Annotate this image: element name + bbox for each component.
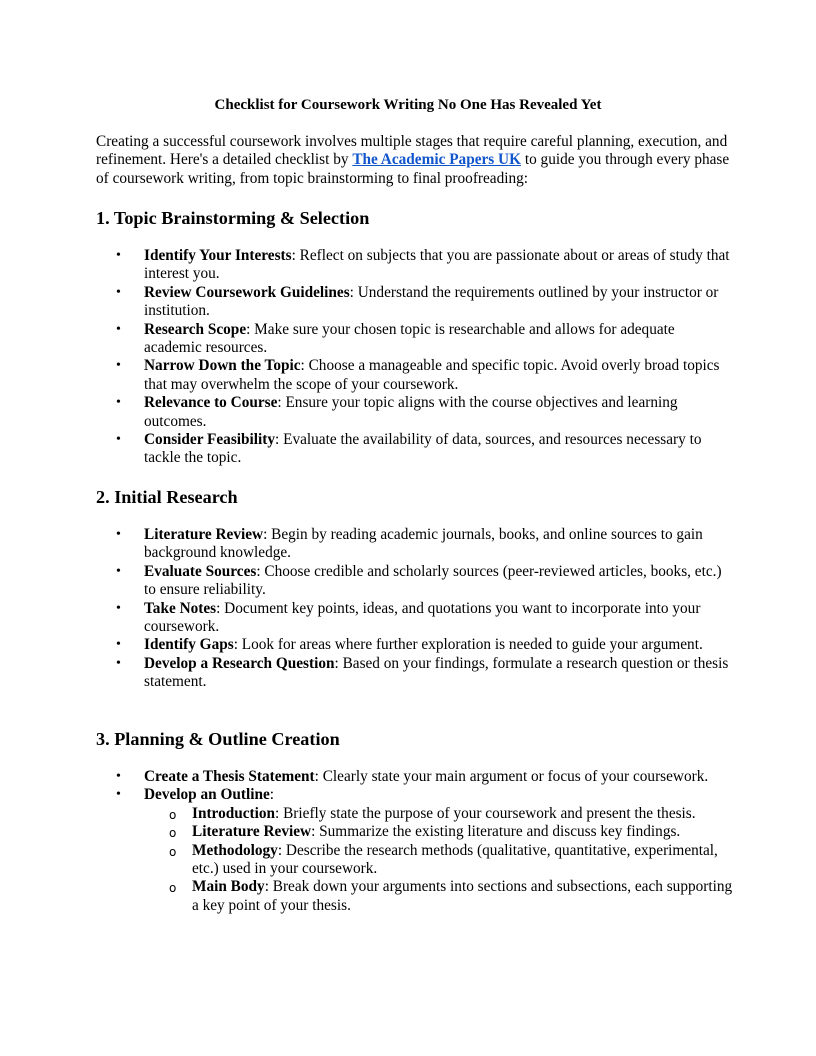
section-heading-topic-brainstorming: 1. Topic Brainstorming & Selection	[96, 208, 370, 228]
item-term: Develop a Research Question	[144, 654, 335, 672]
bullet-icon: •	[116, 637, 121, 653]
item-term: Introduction	[192, 804, 276, 822]
item-term: Create a Thesis Statement	[144, 768, 315, 785]
bullet-icon: •	[116, 527, 121, 542]
item-text: :	[269, 786, 275, 804]
item-term: Relevance to Course	[144, 394, 278, 412]
item-term: Review Coursework Guidelines	[144, 283, 350, 301]
bullet-icon: •	[116, 321, 121, 337]
list-item	[96, 357, 736, 394]
list-item	[96, 636, 736, 654]
hollow-bullet-icon: o	[169, 881, 177, 896]
list-item	[96, 655, 736, 692]
item-term: Identify Your Interests	[144, 247, 292, 264]
item-term: Research Scope	[144, 320, 247, 338]
academic-papers-link[interactable]: The Academic Papers UK	[352, 151, 521, 169]
hollow-bullet-icon: o	[169, 826, 177, 841]
sub-list-item	[144, 842, 736, 879]
document-title: Checklist for Coursework Writing No One Has Revealed Yet	[214, 97, 602, 113]
hollow-bullet-icon: o	[169, 844, 177, 859]
list-item	[96, 284, 736, 321]
item-text: : Understand the requirements outlined by your instructor or institution.	[144, 283, 719, 320]
list-item	[96, 526, 736, 563]
item-term: Main Body	[192, 878, 265, 896]
section-heading-initial-research: 2. Initial Research	[96, 487, 238, 507]
item-term: Literature Review	[144, 526, 264, 543]
list-item	[96, 431, 736, 468]
initial-research-list	[96, 526, 736, 692]
item-text: : Begin by reading academic journals, books, and online sources to gain background knowledge.	[144, 526, 703, 562]
item-term: Take Notes	[144, 599, 217, 617]
bullet-icon: •	[116, 395, 121, 411]
item-text: : Based on your findings, formulate a research question or thesis statement.	[144, 654, 729, 691]
bullet-icon: •	[116, 432, 121, 448]
item-term: Methodology	[192, 841, 278, 859]
sub-list-item	[144, 823, 736, 841]
item-text: : Briefly state the purpose of your coursework and present the thesis.	[275, 804, 696, 822]
bullet-icon: •	[116, 358, 121, 374]
list-item	[96, 321, 736, 358]
topic-brainstorming-list	[96, 247, 736, 468]
bullet-icon: •	[116, 563, 121, 579]
item-term: Develop an Outline	[144, 786, 270, 804]
list-item	[96, 768, 736, 786]
outline-sublist	[144, 805, 736, 915]
item-text: : Evaluate the availability of data, sources, and resources necessary to tackle the topic.	[144, 431, 702, 467]
item-text: : Ensure your topic aligns with the course objectives and learning outcomes.	[144, 394, 678, 430]
item-text: : Choose a manageable and specific topic. Avoid overly broad topics that may overwhelm the scope of your coursework.	[144, 357, 720, 393]
planning-outline-list	[96, 768, 736, 915]
bullet-icon: •	[116, 769, 121, 784]
item-term: Evaluate Sources	[144, 562, 257, 580]
list-item	[96, 394, 736, 431]
item-text: : Look for areas where further exploration is needed to guide your argument.	[233, 636, 703, 654]
item-term: Identify Gaps	[144, 636, 234, 654]
bullet-icon: •	[116, 284, 121, 300]
item-text: : Summarize the existing literature and discuss key findings.	[311, 823, 681, 841]
bullet-icon: •	[116, 248, 121, 263]
item-text: : Document key points, ideas, and quotations you want to incorporate into your coursework.	[144, 599, 701, 636]
item-text: : Make sure your chosen topic is researchable and allows for adequate academic resources.	[144, 320, 675, 357]
intro-text-before: Creating a successful coursework involves multiple stages that require careful planning, execution, and refinement. Here's a detailed checklist by	[96, 133, 728, 169]
item-text: : Break down your arguments into sections and subsections, each supporting a key point of your thesis.	[192, 878, 733, 914]
sub-list-item	[144, 805, 736, 823]
item-text: : Describe the research methods (qualitative, quantitative, experimental, etc.) used in your coursework.	[192, 841, 718, 878]
bullet-icon: •	[116, 600, 121, 616]
section-heading-planning-outline: 3. Planning & Outline Creation	[96, 729, 340, 749]
hollow-bullet-icon: o	[169, 807, 177, 822]
list-item	[96, 247, 736, 284]
item-text: : Choose credible and scholarly sources (peer-reviewed articles, books, etc.) to ensure reliability.	[144, 562, 722, 599]
item-text: : Clearly state your main argument or focus of your coursework.	[314, 768, 709, 785]
list-item	[96, 563, 736, 600]
intro-text-after: to guide you through every phase of coursework writing, from topic brainstorming to final proofreading:	[96, 151, 730, 187]
item-term: Literature Review	[192, 823, 312, 841]
sub-list-item	[144, 878, 736, 915]
item-term: Consider Feasibility	[144, 431, 276, 449]
bullet-icon: •	[116, 787, 121, 803]
list-item	[96, 786, 736, 915]
bullet-icon: •	[116, 655, 121, 671]
intro-paragraph	[96, 133, 736, 188]
list-item	[96, 600, 736, 637]
item-text: : Reflect on subjects that you are passionate about or areas of study that interest you.	[144, 247, 730, 283]
item-term: Narrow Down the Topic	[144, 357, 301, 375]
